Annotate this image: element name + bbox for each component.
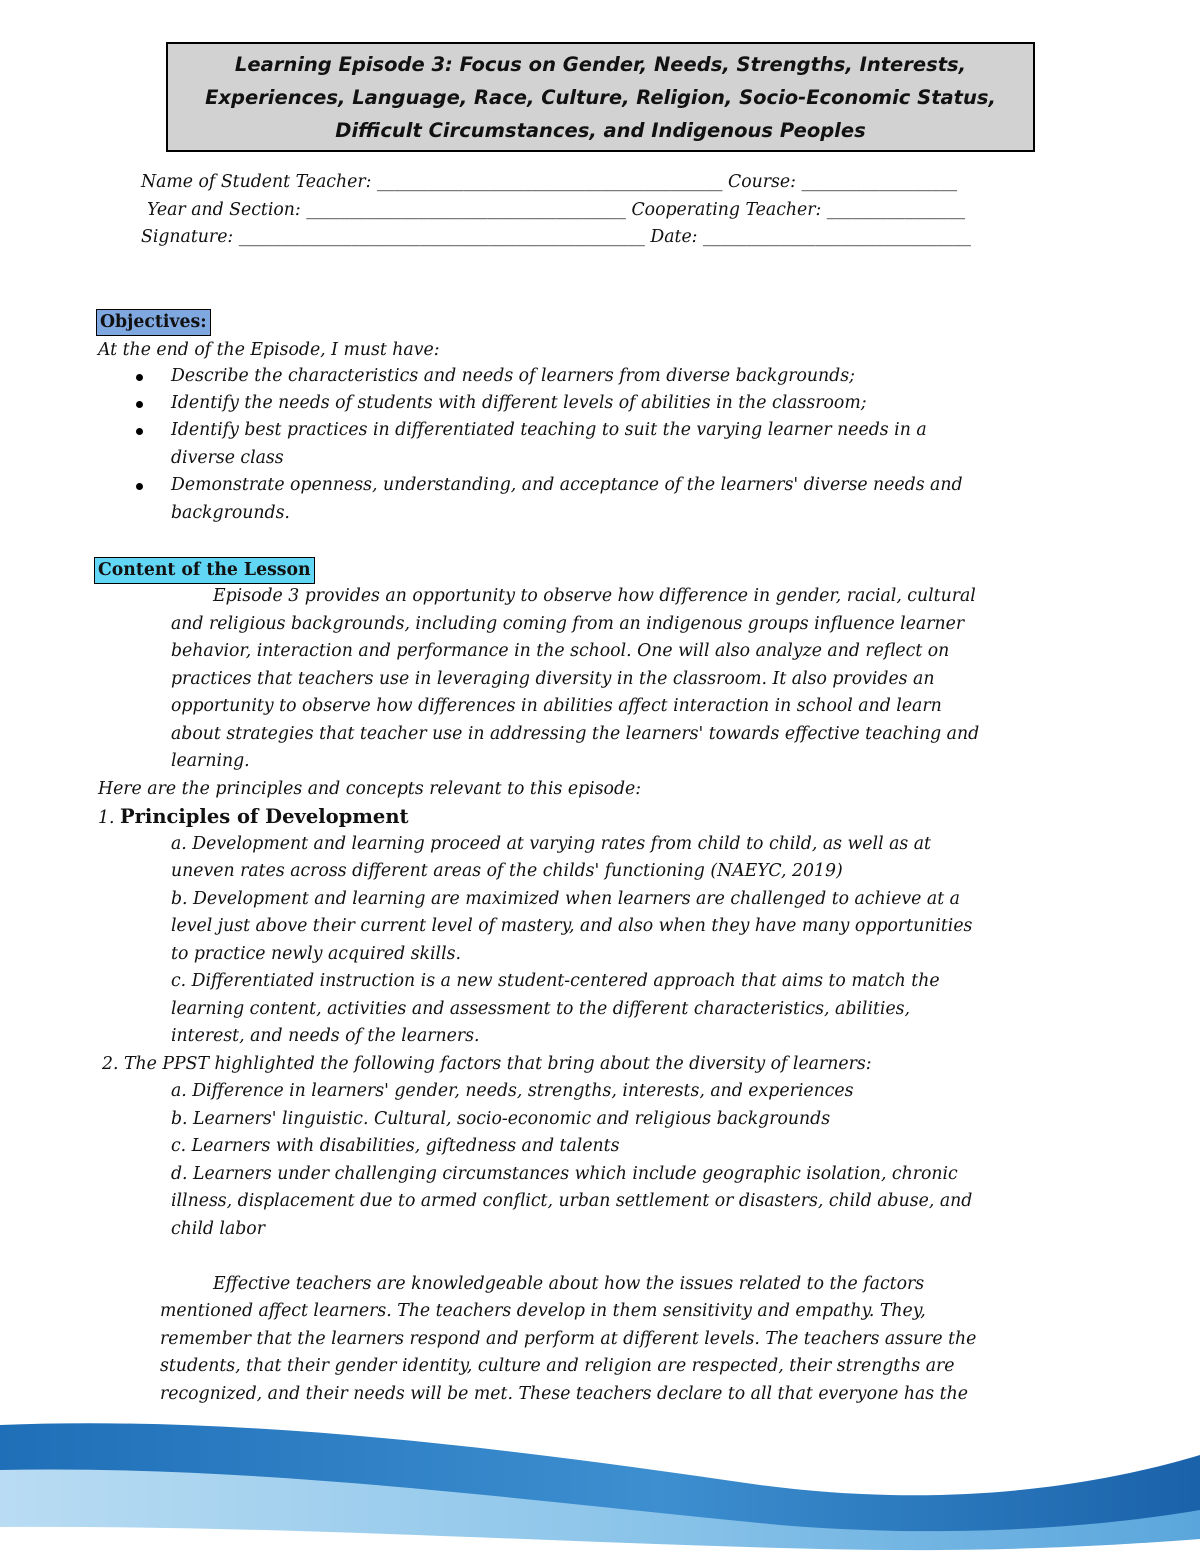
objective-item-3-line-2: diverse class bbox=[171, 448, 284, 468]
bullet-icon bbox=[136, 401, 143, 408]
ppst-heading: 2. The PPST highlighted the following factors that bring about the diversity of learners: bbox=[102, 1054, 872, 1074]
principles-heading bbox=[98, 805, 409, 828]
closing-paragraph-line-4: students, that their gender identity, culture and religion are respected, their strengths are bbox=[160, 1356, 955, 1376]
content-paragraph-line-2: and religious backgrounds, including coming from an indigenous groups influence learner bbox=[171, 614, 965, 634]
student-name-course-line: Name of Student Teacher: ________________________________________ Course: __________________ bbox=[141, 172, 957, 192]
content-paragraph-line-4: practices that teachers use in leveraging diversity in the classroom. It also provides an bbox=[171, 669, 935, 689]
bullet-icon bbox=[136, 374, 143, 381]
principle-line: interest, and needs of the learners. bbox=[171, 1026, 480, 1046]
objective-item-2: Identify the needs of students with different levels of abilities in the classroom; bbox=[171, 393, 867, 413]
title-line-3: Difficult Circumstances, and Indigenous Peoples bbox=[335, 118, 866, 142]
objective-item-4-line-1: Demonstrate openness, understanding, and acceptance of the learners' diverse needs and bbox=[171, 475, 963, 495]
year-section-cooperating-line: Year and Section: _____________________________________ Cooperating Teacher: ________________ bbox=[147, 200, 966, 220]
content-paragraph-line-1: Episode 3 provides an opportunity to observe how difference in gender, racial, cultural bbox=[213, 586, 976, 606]
ppst-factor-line: b. Learners' linguistic. Cultural, socio-economic and religious backgrounds bbox=[171, 1109, 831, 1129]
objectives-intro: At the end of the Episode, I must have: bbox=[98, 340, 440, 360]
principle-line: uneven rates across different areas of the childs' functioning (NAEYC, 2019) bbox=[171, 861, 843, 881]
title-line-2: Experiences, Language, Race, Culture, Religion, Socio-Economic Status, bbox=[205, 85, 996, 109]
footer-wave-decoration bbox=[0, 1415, 1200, 1553]
signature-date-line: Signature: _______________________________________________ Date: _______________________________ bbox=[141, 227, 971, 247]
bullet-icon bbox=[136, 483, 143, 490]
objective-item-4-line-2: backgrounds. bbox=[171, 503, 290, 523]
ppst-factor-line: c. Learners with disabilities, giftedness and talents bbox=[171, 1136, 620, 1156]
principles-number: 1. bbox=[98, 808, 120, 828]
principle-line: learning content, activities and assessment to the different characteristics, abilities, bbox=[171, 999, 911, 1019]
closing-paragraph-line-2: mentioned affect learners. The teachers develop in them sensitivity and empathy. They, bbox=[160, 1301, 926, 1321]
closing-paragraph-line-5: recognized, and their needs will be met. These teachers declare to all that everyone has the bbox=[160, 1384, 968, 1404]
principle-line: to practice newly acquired skills. bbox=[171, 944, 461, 964]
content-paragraph-line-3: behavior, interaction and performance in the school. One will also analyze and reflect on bbox=[171, 641, 950, 661]
principle-line: a. Development and learning proceed at varying rates from child to child, as well as at bbox=[171, 834, 931, 854]
principle-line: level just above their current level of mastery, and also when they have many opportunities bbox=[171, 916, 973, 936]
ppst-factor-line: illness, displacement due to armed conflict, urban settlement or disasters, child abuse, and bbox=[171, 1191, 973, 1211]
title-line-1: Learning Episode 3: Focus on Gender, Needs, Strengths, Interests, bbox=[234, 52, 967, 76]
objective-item-3-line-1: Identify best practices in differentiated teaching to suit the varying learner needs in a bbox=[171, 420, 927, 440]
principle-line: b. Development and learning are maximized when learners are challenged to achieve at a bbox=[171, 889, 960, 909]
content-paragraph-line-7: learning. bbox=[171, 751, 250, 771]
objectives-heading: Objectives: bbox=[96, 309, 211, 336]
episode-title-box bbox=[166, 42, 1035, 152]
ppst-factor-line: a. Difference in learners' gender, needs, strengths, interests, and experiences bbox=[171, 1081, 854, 1101]
bullet-icon bbox=[136, 428, 143, 435]
closing-paragraph-line-1: Effective teachers are knowledgeable about how the issues related to the factors bbox=[213, 1274, 925, 1294]
content-heading: Content of the Lesson bbox=[94, 557, 315, 584]
objective-item-1: Describe the characteristics and needs of learners from diverse backgrounds; bbox=[171, 366, 855, 386]
content-paragraph-line-5: opportunity to observe how differences in abilities affect interaction in school and learn bbox=[171, 696, 942, 716]
principle-line: c. Differentiated instruction is a new student-centered approach that aims to match the bbox=[171, 971, 940, 991]
closing-paragraph-line-3: remember that the learners respond and perform at different levels. The teachers assure the bbox=[160, 1329, 977, 1349]
ppst-factor-line: d. Learners under challenging circumstances which include geographic isolation, chronic bbox=[171, 1164, 958, 1184]
content-paragraph-line-6: about strategies that teacher use in addressing the learners' towards effective teaching and bbox=[171, 724, 980, 744]
ppst-factor-line: child labor bbox=[171, 1219, 265, 1239]
principles-heading-text: Principles of Development bbox=[119, 805, 409, 828]
principles-intro: Here are the principles and concepts relevant to this episode: bbox=[98, 779, 642, 799]
